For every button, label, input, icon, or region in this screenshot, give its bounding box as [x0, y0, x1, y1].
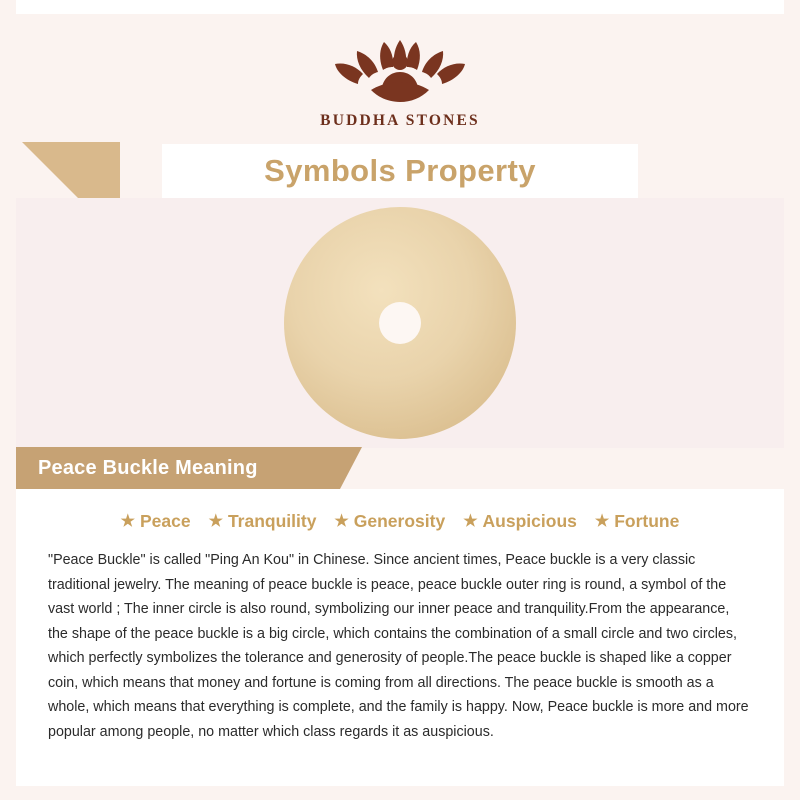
keyword-label: Generosity [353, 511, 446, 531]
star-icon: ★ [120, 512, 135, 530]
star-icon: ★ [334, 512, 349, 530]
keyword-item [463, 511, 577, 532]
keyword-item [209, 511, 317, 532]
section-ribbon-tail [340, 447, 362, 489]
lotus-meditation-icon [325, 28, 475, 110]
keyword-label: Auspicious [482, 511, 577, 531]
brand-header [16, 14, 784, 142]
star-icon: ★ [594, 512, 610, 530]
edge-strip-top [16, 0, 784, 14]
star-icon: ★ [208, 512, 223, 530]
section-ribbon-label: Peace Buckle Meaning [38, 456, 258, 479]
product-image-area [16, 198, 784, 448]
keyword-item [334, 511, 445, 532]
edge-strip-right [784, 0, 800, 800]
keyword-label: Tranquility [227, 511, 317, 531]
keyword-label: Fortune [614, 511, 680, 531]
page-title [162, 144, 638, 198]
peace-buckle-disc [284, 207, 516, 439]
keyword-item [121, 511, 191, 532]
keyword-list [48, 511, 752, 532]
description-paragraph: "Peace Buckle" is called "Ping An Kou" in Chinese. Since ancient times, Peace buckle is a very classic traditional jewelry. The meaning of peace buckle is peace, peace buckle outer ring is round, a symbol of the vast world ; The inner circle is also round, symbolizing our inner peace and tranquility.From the appearance, the shape of the peace buckle is a big circle, which contains the combination of a small circle and two circles, which perfectly symbolizes the tolerance and generosity of people.The peace buckle is shaped like a copper coin, which means that money and fortune is coming from all directions. The peace buckle is smooth as a whole, which means that everything is complete, and the family is happy. Now, Peace buckle is more and more popular among people, no matter which class regards it as auspicious. [48, 552, 749, 741]
description-block [16, 489, 784, 786]
edge-strip-left [0, 0, 16, 800]
star-icon: ★ [463, 512, 478, 530]
section-ribbon [16, 447, 340, 489]
page-title-text: Symbols Property [264, 153, 536, 188]
keyword-item [595, 511, 679, 532]
keyword-label: Peace [139, 511, 191, 531]
brand-name: BUDDHA STONES [320, 112, 480, 129]
